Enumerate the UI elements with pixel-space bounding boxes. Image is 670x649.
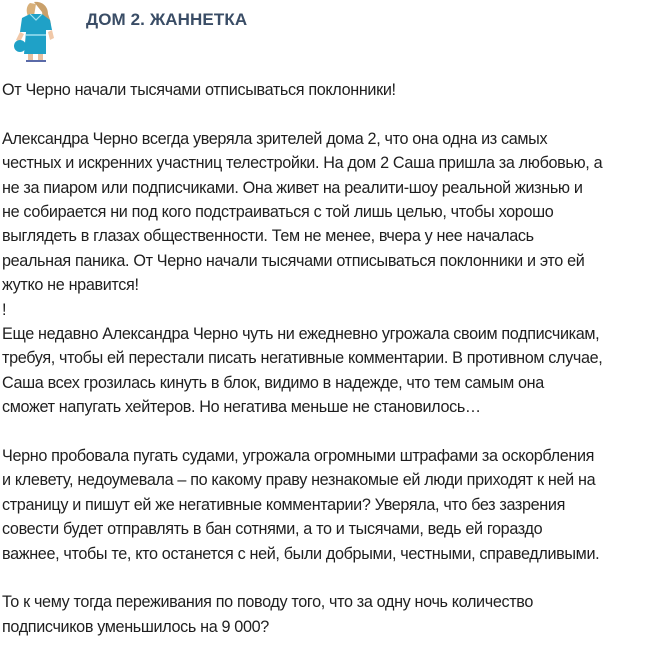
article-body xyxy=(2,78,668,639)
article-line: реальная паника. От Черно начали тысячами отписываться поклонники и это ей xyxy=(2,251,585,270)
article-line: требуя, чтобы ей перестали писать негативные комментарии. В противном случае, xyxy=(2,349,603,368)
article-line: Черно пробовала пугать судами, угрожала огромными штрафами за оскорбления xyxy=(2,447,595,466)
article-paragraph xyxy=(2,444,668,566)
article-line: сможет напугать хейтеров. Но негатива меньше не становилось… xyxy=(2,398,481,417)
article-line: совести будет отправлять в бан сотнями, а то и тысячами, ведь ей гораздо xyxy=(2,520,543,539)
article-line: и клевету, недоумевала – по какому праву незнакомые ей люди приходят к ней на xyxy=(2,471,596,490)
article-line: То к чему тогда переживания по поводу того, что за одну ночь количество xyxy=(2,593,534,612)
article-paragraph xyxy=(2,127,668,420)
article-line: выглядеть в глазах общественности. Тем не менее, вчера у нее началась xyxy=(2,227,534,246)
article-line: страницу и пишут ей же негативные комментарии? Уверяла, что без зазрения xyxy=(2,495,565,514)
page-header xyxy=(0,0,670,66)
article-line: честных и искренних участниц телестройки. На дом 2 Саша пришла за любовью, а xyxy=(2,154,603,173)
article-line: Саша всех грозилась кинуть в блок, видимо в надежде, что тем самым она xyxy=(2,373,544,392)
avatar[interactable] xyxy=(8,0,60,64)
article-paragraph xyxy=(2,590,668,639)
article-line: не собирается ни под кого подстраиваться с той лишь целью, чтобы хорошо xyxy=(2,203,554,222)
article-line: не за пиаром или подписчиками. Она живет на реалити-шоу реальной жизнью и xyxy=(2,178,583,197)
site-title[interactable]: ДОМ 2. ЖАННЕТКА xyxy=(86,10,248,29)
article-line: жутко не нравится! xyxy=(2,276,139,295)
girl-in-blue-dress-avatar-icon xyxy=(8,0,60,64)
article-line: важнее, чтобы те, кто останется с ней, были добрыми, честными, справедливыми. xyxy=(2,544,600,563)
article-headline: От Черно начали тысячами отписываться поклонники! xyxy=(2,81,396,99)
article-line: Еще недавно Александра Черно чуть ни ежедневно угрожала своим подписчикам, xyxy=(2,325,600,344)
article-line: Александра Черно всегда уверяла зрителей дома 2, что она одна из самых xyxy=(2,129,548,148)
article-line: подписчиков уменьшилось на 9 000? xyxy=(2,617,269,636)
article-line: ! xyxy=(2,300,7,319)
